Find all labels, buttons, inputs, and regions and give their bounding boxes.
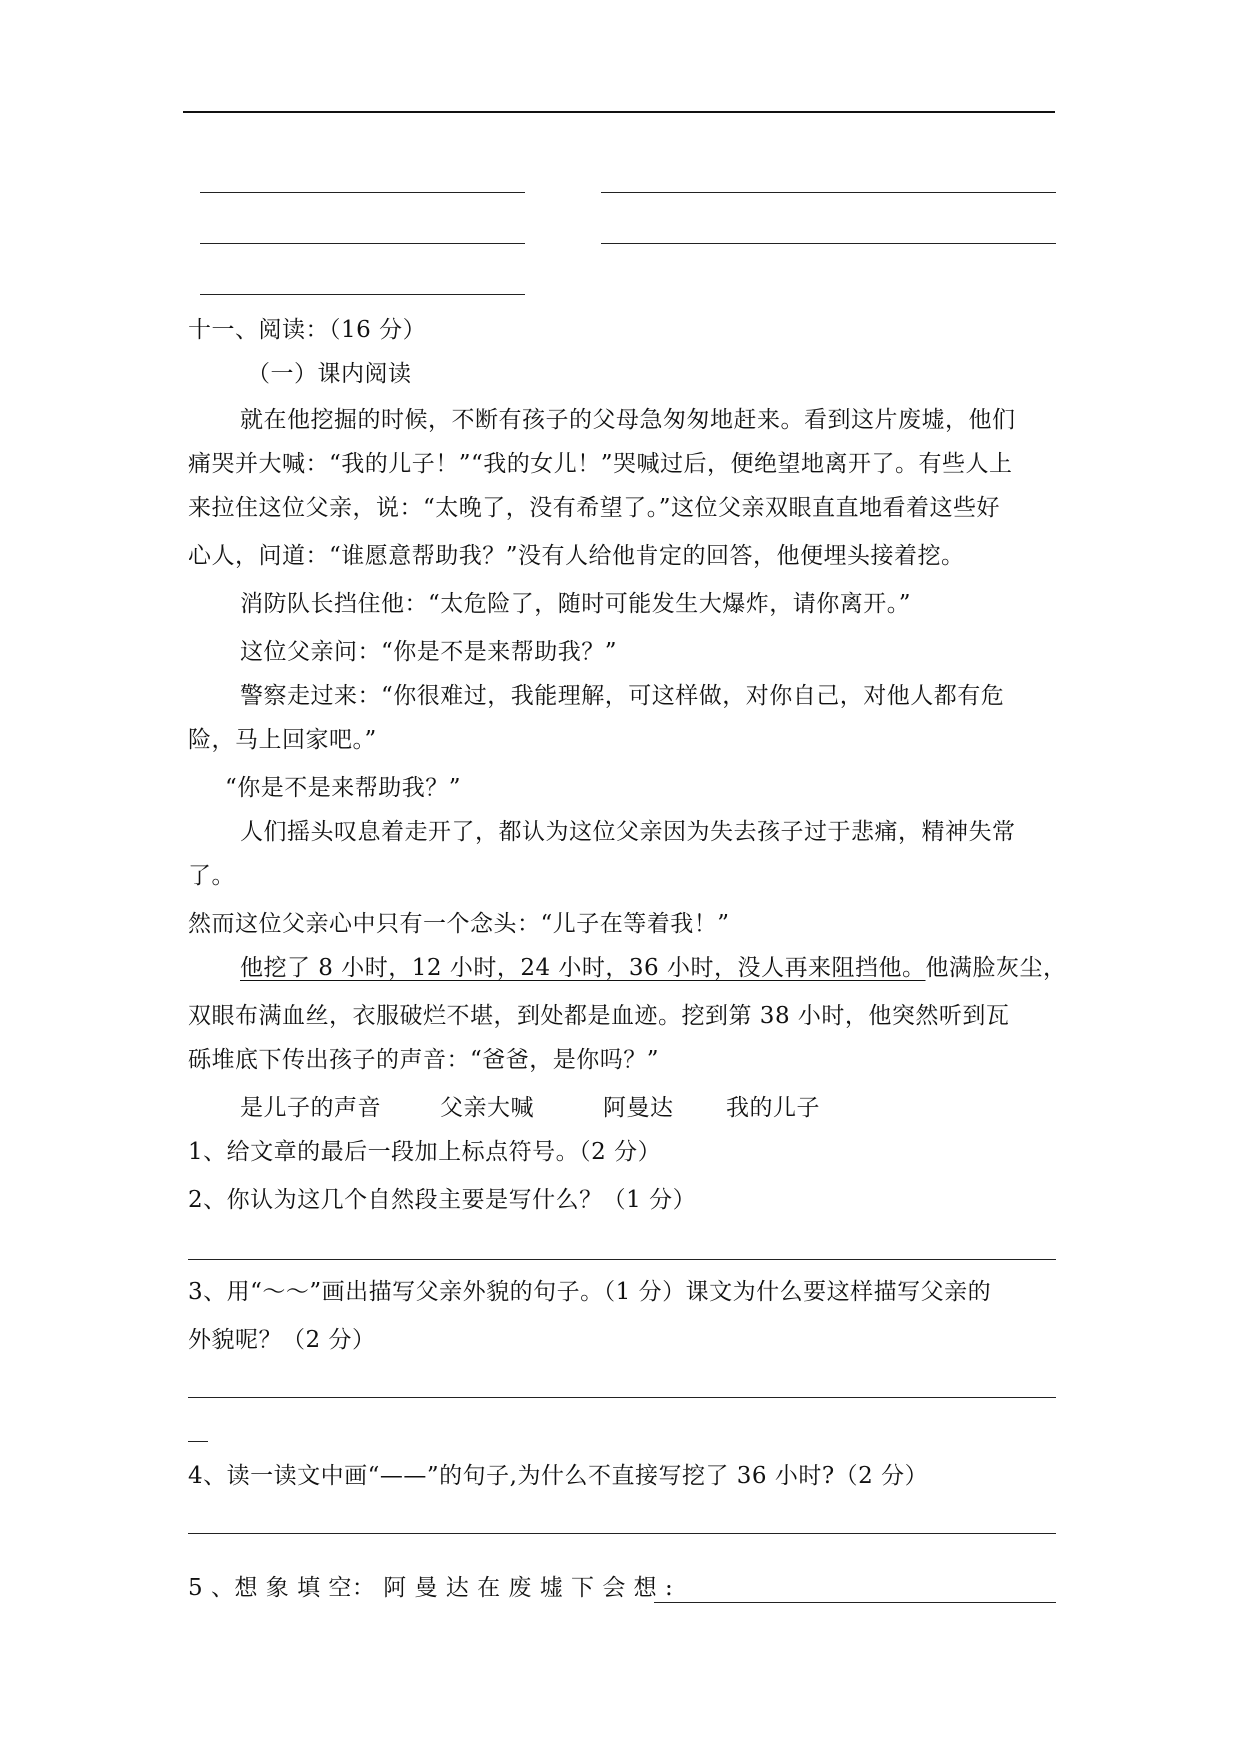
- answer-line[interactable]: [601, 192, 1056, 193]
- passage-text: 他满脸灰尘，: [925, 955, 1067, 981]
- question-3: 3、用“～～”画出描写父亲外貌的句子。（1 分）课文为什么要这样描写父亲的: [188, 1279, 992, 1305]
- last-paragraph-word: 是儿子的声音: [240, 1095, 381, 1121]
- answer-line[interactable]: [188, 1397, 1056, 1398]
- answer-line[interactable]: [200, 243, 525, 244]
- answer-line[interactable]: [200, 294, 525, 295]
- question-5: 5 、想 象 填 空： 阿 曼 达 在 废 墟 下 会 想 :: [188, 1575, 674, 1601]
- passage-line: 砾堆底下传出孩子的声音：“爸爸，是你吗？”: [188, 1047, 660, 1073]
- passage-line: 人们摇头叹息着走开了，都认为这位父亲因为失去孩子过于悲痛，精神失常: [240, 819, 1016, 845]
- passage-line: 险，马上回家吧。”: [188, 727, 377, 753]
- passage-line: [240, 957, 1067, 980]
- section-subtitle: （一）课内阅读: [247, 361, 412, 387]
- question-1: 1、给文章的最后一段加上标点符号。（2 分）: [188, 1139, 662, 1165]
- passage-line: 就在他挖掘的时候，不断有孩子的父母急匆匆地赶来。看到这片废墟，他们: [240, 407, 1016, 433]
- passage-line: 消防队长挡住他：“太危险了，随时可能发生大爆炸，请你离开。”: [240, 591, 912, 617]
- header-rule: [183, 111, 1055, 113]
- passage-line: “你是不是来帮助我？”: [225, 775, 462, 801]
- last-paragraph-word: 我的儿子: [726, 1095, 820, 1121]
- answer-line[interactable]: [654, 1602, 1056, 1603]
- answer-line[interactable]: [200, 192, 525, 193]
- passage-line: 双眼布满血丝，衣服破烂不堪，到处都是血迹。挖到第 38 小时，他突然听到瓦: [188, 1003, 1010, 1029]
- passage-line: 警察走过来：“你很难过，我能理解，可这样做，对你自己，对他人都有危: [240, 683, 1005, 709]
- answer-line[interactable]: [188, 1259, 1056, 1260]
- question-2: 2、你认为这几个自然段主要是写什么？（1 分）: [188, 1187, 697, 1213]
- last-paragraph-word: 父亲大喊: [440, 1095, 534, 1121]
- answer-line[interactable]: [188, 1533, 1056, 1534]
- section-title: 十一、阅读：（16 分）: [188, 317, 427, 343]
- answer-line[interactable]: [601, 243, 1056, 244]
- passage-line: 然而这位父亲心中只有一个念头：“儿子在等着我！”: [188, 911, 730, 937]
- answer-line[interactable]: [188, 1441, 208, 1442]
- passage-line: 了。: [188, 863, 235, 889]
- passage-line: 来拉住这位父亲，说：“太晚了，没有希望了。”这位父亲双眼直直地看着这些好: [188, 495, 1001, 521]
- last-paragraph-word: 阿曼达: [603, 1095, 674, 1121]
- question-4: 4、读一读文中画“——”的句子,为什么不直接写挖了 36 小时?（2 分）: [188, 1463, 929, 1489]
- question-3: 外貌呢？（2 分）: [188, 1327, 376, 1353]
- underlined-sentence: 他挖了 8 小时，12 小时，24 小时，36 小时，没人再来阻挡他。: [240, 955, 926, 981]
- passage-line: 这位父亲问：“你是不是来帮助我？”: [240, 639, 618, 665]
- passage-line: 心人，问道：“谁愿意帮助我？”没有人给他肯定的回答，他便埋头接着挖。: [188, 543, 965, 569]
- passage-line: 痛哭并大喊：“我的儿子！”“我的女儿！”哭喊过后，便绝望地离开了。有些人上: [188, 451, 1013, 477]
